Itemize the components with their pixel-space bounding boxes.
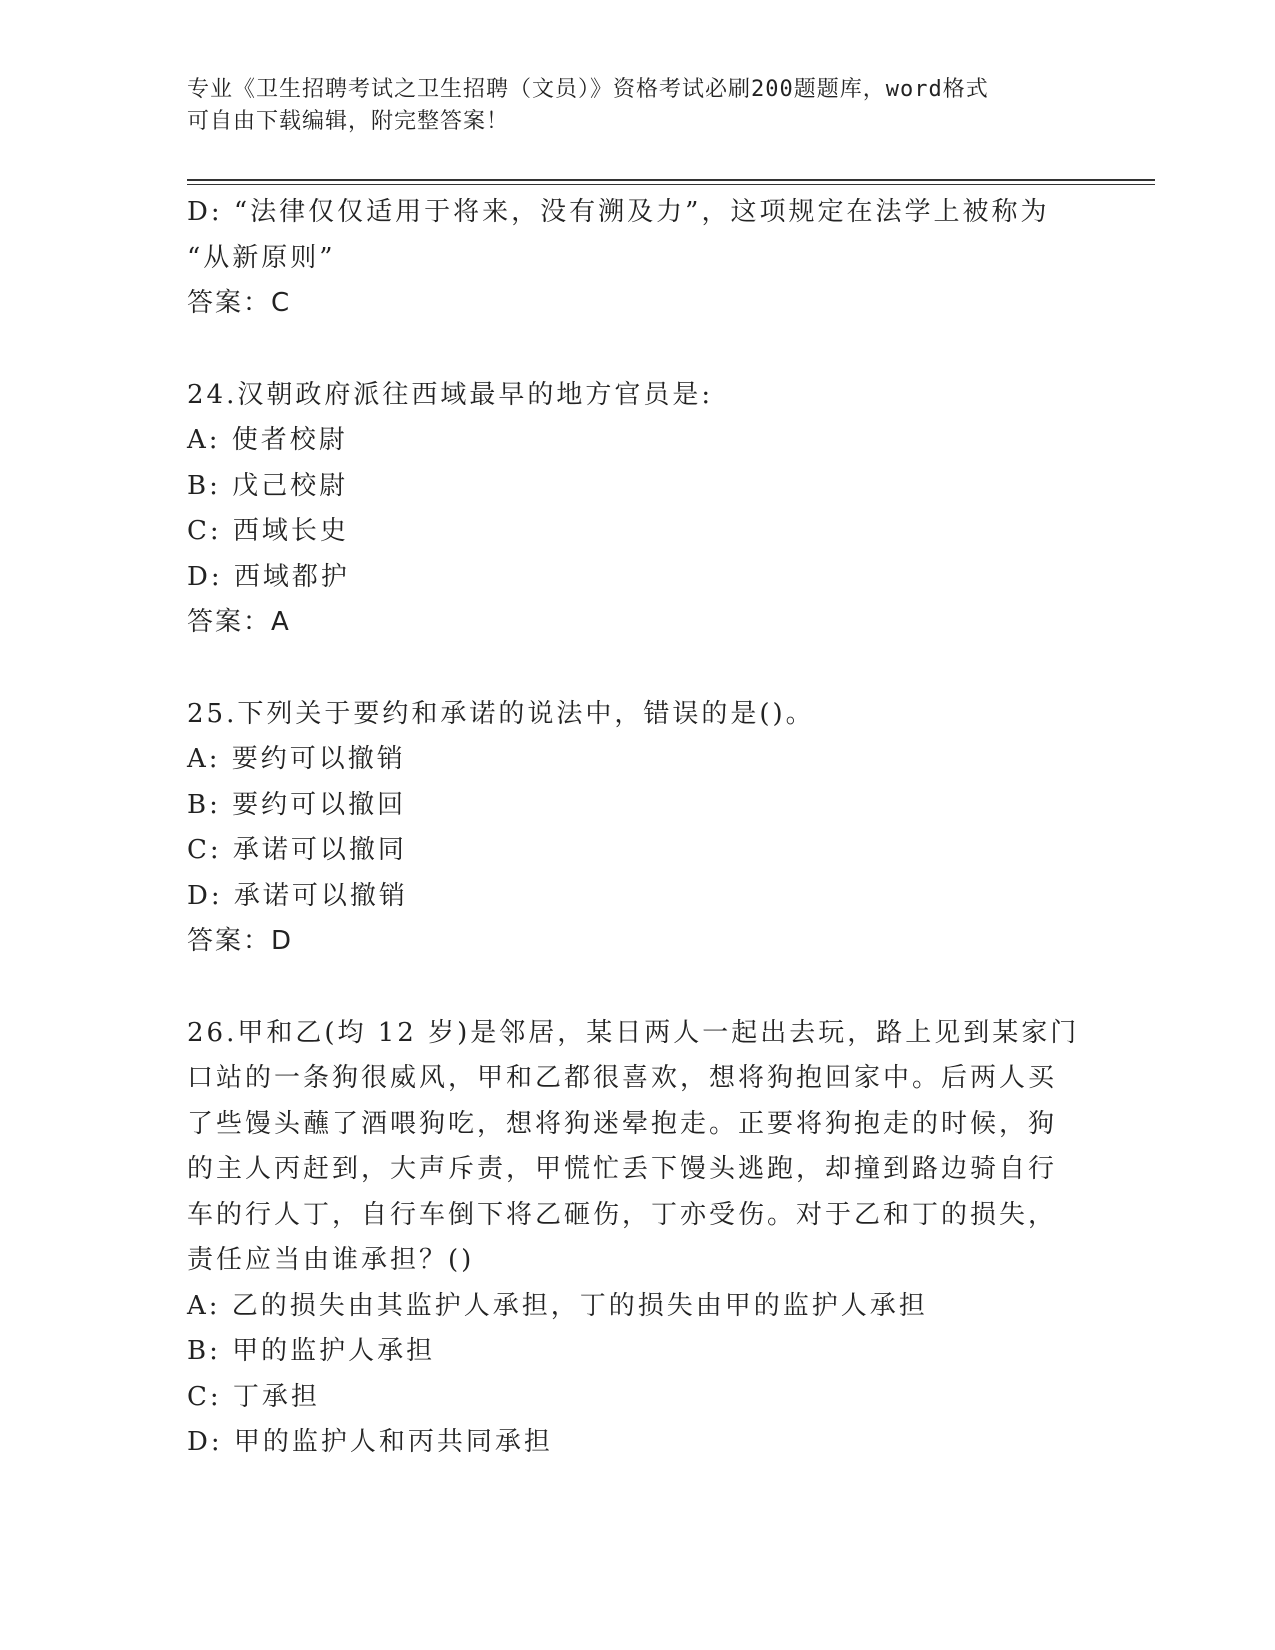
- option-d: D: 西域都护: [187, 561, 350, 592]
- question-24: [187, 373, 1087, 646]
- question-stem-line-3: 了些馒头蘸了酒喂狗吃，想将狗迷晕抱走。正要将狗抱走的时候，狗: [187, 1108, 1058, 1139]
- option-a: A: 要约可以撤销: [187, 744, 406, 774]
- header-title-line-1: 专业《卫生招聘考试之卫生招聘（文员）》资格考试必刷200题题库，word格式: [187, 77, 989, 102]
- option-c: C: 丁承担: [187, 1381, 320, 1412]
- spacer: [187, 646, 1087, 692]
- answer-label: 答案：D: [187, 926, 294, 956]
- header-title-line-2: 可自由下载编辑，附完整答案！: [187, 109, 510, 134]
- option-c: C: 承诺可以撤同: [187, 835, 407, 865]
- option-b: B: 戊己校尉: [187, 470, 349, 501]
- question-26: [187, 1011, 1087, 1466]
- question-stem-line-5: 车的行人丁，自行车倒下将乙砸伤，丁亦受伤。对于乙和丁的损失，: [187, 1199, 1058, 1230]
- question-stem: 24.汉朝政府派往西域最早的地方官员是:: [187, 379, 714, 410]
- question-25: [187, 692, 1087, 965]
- option-d: D: 承诺可以撤销: [187, 880, 408, 911]
- question-stem-line-2: 口站的一条狗很威风，甲和乙都很喜欢，想将狗抱回家中。后两人买: [187, 1063, 1058, 1093]
- option-d: D: 甲的监护人和丙共同承担: [187, 1427, 553, 1457]
- option-d: D: “法律仅仅适用于将来，没有溯及力”，这项规定在法学上被称为: [187, 197, 1050, 227]
- question-23-tail: [187, 190, 1087, 327]
- page-header: [187, 74, 1087, 138]
- option-c: C: 西域长史: [187, 516, 349, 546]
- option-b: B: 甲的监护人承担: [187, 1336, 436, 1366]
- question-stem-line-6: 责任应当由谁承担？(): [187, 1245, 475, 1275]
- spacer: [187, 965, 1087, 1011]
- answer-label: 答案：C: [187, 288, 292, 318]
- header-divider-thin: [187, 184, 1155, 185]
- question-stem: 25.下列关于要约和承诺的说法中，错误的是()。: [187, 698, 815, 729]
- answer-label: 答案：A: [187, 607, 291, 637]
- option-a: A: 乙的损失由其监护人承担，丁的损失由甲的监护人承担: [187, 1290, 928, 1321]
- option-a: A: 使者校尉: [187, 425, 348, 455]
- option-b: B: 要约可以撤回: [187, 789, 407, 820]
- question-stem-line-4: 的主人丙赶到，大声斥责，甲慌忙丢下馒头逃跑，却撞到路边骑自行: [187, 1154, 1058, 1184]
- option-d-continued: “从新原则”: [187, 242, 336, 273]
- question-list: [187, 190, 1087, 1466]
- spacer: [187, 327, 1087, 373]
- question-stem-line-1: 26.甲和乙(均 12 岁)是邻居，某日两人一起出去玩，路上见到某家门: [187, 1017, 1080, 1048]
- header-divider-thick: [187, 179, 1155, 181]
